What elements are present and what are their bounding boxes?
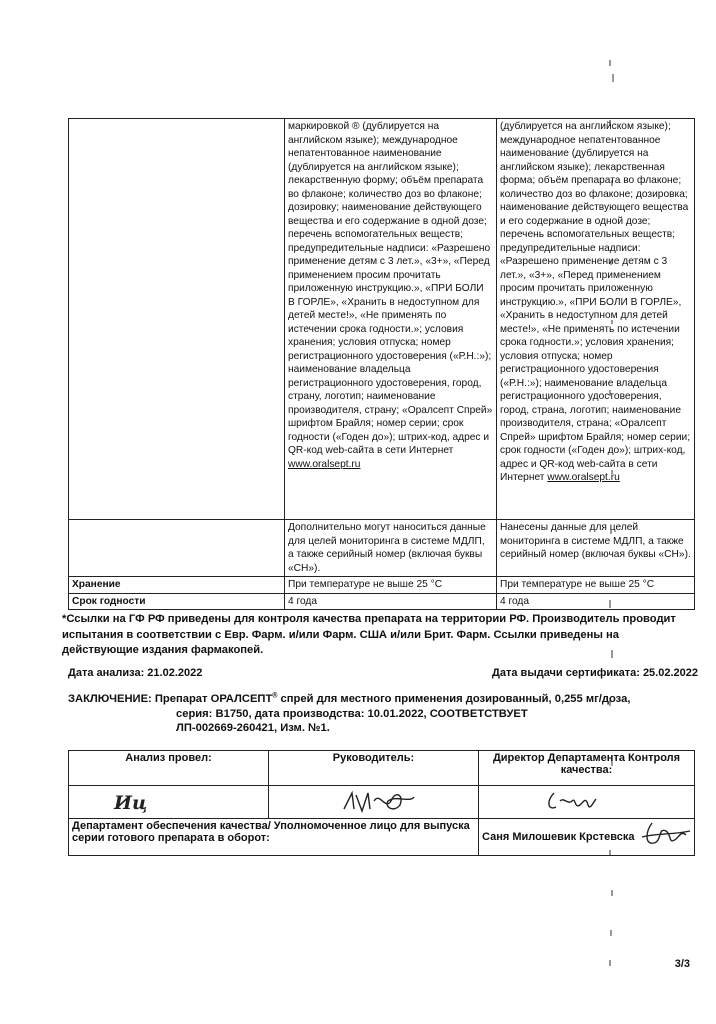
requirements-table (68, 118, 695, 610)
conclusion (68, 692, 698, 736)
requirement-cell: Дополнительно могут наноситься данные для целей мониторинга в системе МДЛП, а также серийный номер (включая буквы «СН»). (285, 520, 497, 577)
signatures-table (68, 750, 695, 856)
qa-department-label: Департамент обеспечения качества/ Уполномоченное лицо для выпуска серии готового препарата в оборот: (69, 819, 479, 856)
label-cell (69, 520, 285, 577)
label-cell: Хранение (69, 577, 285, 594)
signature-head (269, 786, 479, 819)
website-link[interactable]: www.oralsept.ru (547, 472, 620, 483)
conclusion-line-1: ЗАКЛЮЧЕНИЕ: Препарат ОРАЛСЕПТ® спрей для местного применения дозированный, 0,255 мг/доза, (68, 692, 631, 705)
table-row (69, 520, 695, 577)
requirement-text: маркировкой ® (дублируется на английском языке); международное непатентованное наименование (дублируется на английском языке); лекарственную форму; объём препарата во флаконе; количество доз во флаконе; дозировку; наименование действующего вещества и его содержание в одной дозе; перечень вспомогательных веществ; предупредительные надписи: «Разрешено применение детям с 3 лет.», «3+», «Перед применением просим прочитать приложенную инструкцию.», «ПРИ БОЛИ В ГОРЛЕ», «Хранить в недоступном для детей месте!», «Не применять по истечении срока годности.»; условия хранения; условия отпуска; номер регистрационного удостоверения («Р.Н.:»); наименование владельца регистрационного удостоверения, город, страну, логотип; наименование производителя, страну; «Оралсепт Спрей» шрифтом Брайля; номер серии; срок годности («Годен до»); штрих-код, адрес и QR-код web-сайта в сети Интернет (288, 121, 493, 456)
requirement-cell: 4 года (285, 593, 497, 610)
signature-analyst (69, 786, 269, 819)
result-cell (497, 119, 695, 520)
result-cell: 4 года (497, 593, 695, 610)
qa-person-name: Саня Милошевик Крстевска (482, 831, 635, 843)
table-row (69, 593, 695, 610)
footnote: *Ссылки на ГФ РФ приведены для контроля качества препарата на территории РФ. Производитель проводит испытания в соответствии с Евр. Фарм. и/или Фарм. США и/или Брит. Фарм. Ссылки приведены на действующие издания фармакопей. (62, 613, 676, 656)
table-row (69, 119, 695, 520)
table-row (69, 577, 695, 594)
requirement-cell: При температуре не выше 25 °С (285, 577, 497, 594)
requirement-cell (285, 119, 497, 520)
analysis-by-label: Анализ провел: (69, 751, 269, 786)
website-link[interactable]: www.oralsept.ru (288, 458, 361, 470)
label-cell (69, 119, 285, 520)
qa-signature-cell (479, 819, 695, 856)
handwritten-initials: Иц (114, 792, 148, 814)
label-cell: Срок годности (69, 593, 285, 610)
issue-date: Дата выдачи сертификата: 25.02.2022 (492, 667, 698, 679)
result-cell: При температуре не выше 25 °С (497, 577, 695, 594)
result-text: (дублируется на английском языке); международное непатентованное наименование (дублируется на английском языке); лекарственная форма; объём препарата во флаконе; количество доз во флаконе; дозировка; наименование действующего вещества и его содержание в одной дозе; перечень вспомогательных веществ; предупредительные надписи: «Разрешено применение детям с 3 лет.», «3+», «Перед применением просим прочитать приложенную инструкцию.», «ПРИ БОЛИ В ГОРЛЕ», «Хранить в недоступном для детей месте!», «Не применять по истечении срока годности.»; условия хранения; условия отпуска; номер регистрационного удостоверения («Р.Н.:»); наименование владельца регистрационного удостоверения, город, страна, логотип; наименование производителя, страна; «Оралсепт Спрей» шрифтом Брайля; номер серии; срок годности («Годен до»); штрих-код, адрес и QR-код web-сайта в сети Интернет (500, 121, 691, 483)
conclusion-line-3: ЛП-002669-260421, Изм. №1. (176, 722, 330, 734)
director-label: Директор Департамента Контроля качества: (479, 751, 695, 786)
result-cell: Нанесены данные для целей мониторинга в системе МДЛП, а также серийный номер (включая буквы «СН»). (497, 520, 695, 577)
page-number: 3/3 (674, 958, 690, 970)
head-label: Руководитель: (269, 751, 479, 786)
registered-mark: ® (272, 692, 278, 700)
analysis-date: Дата анализа: 21.02.2022 (68, 667, 203, 679)
conclusion-line-2: серия: B1750, дата производства: 10.01.2022, СООТВЕТСТВУЕТ (176, 707, 528, 720)
qa-signature (632, 813, 692, 853)
